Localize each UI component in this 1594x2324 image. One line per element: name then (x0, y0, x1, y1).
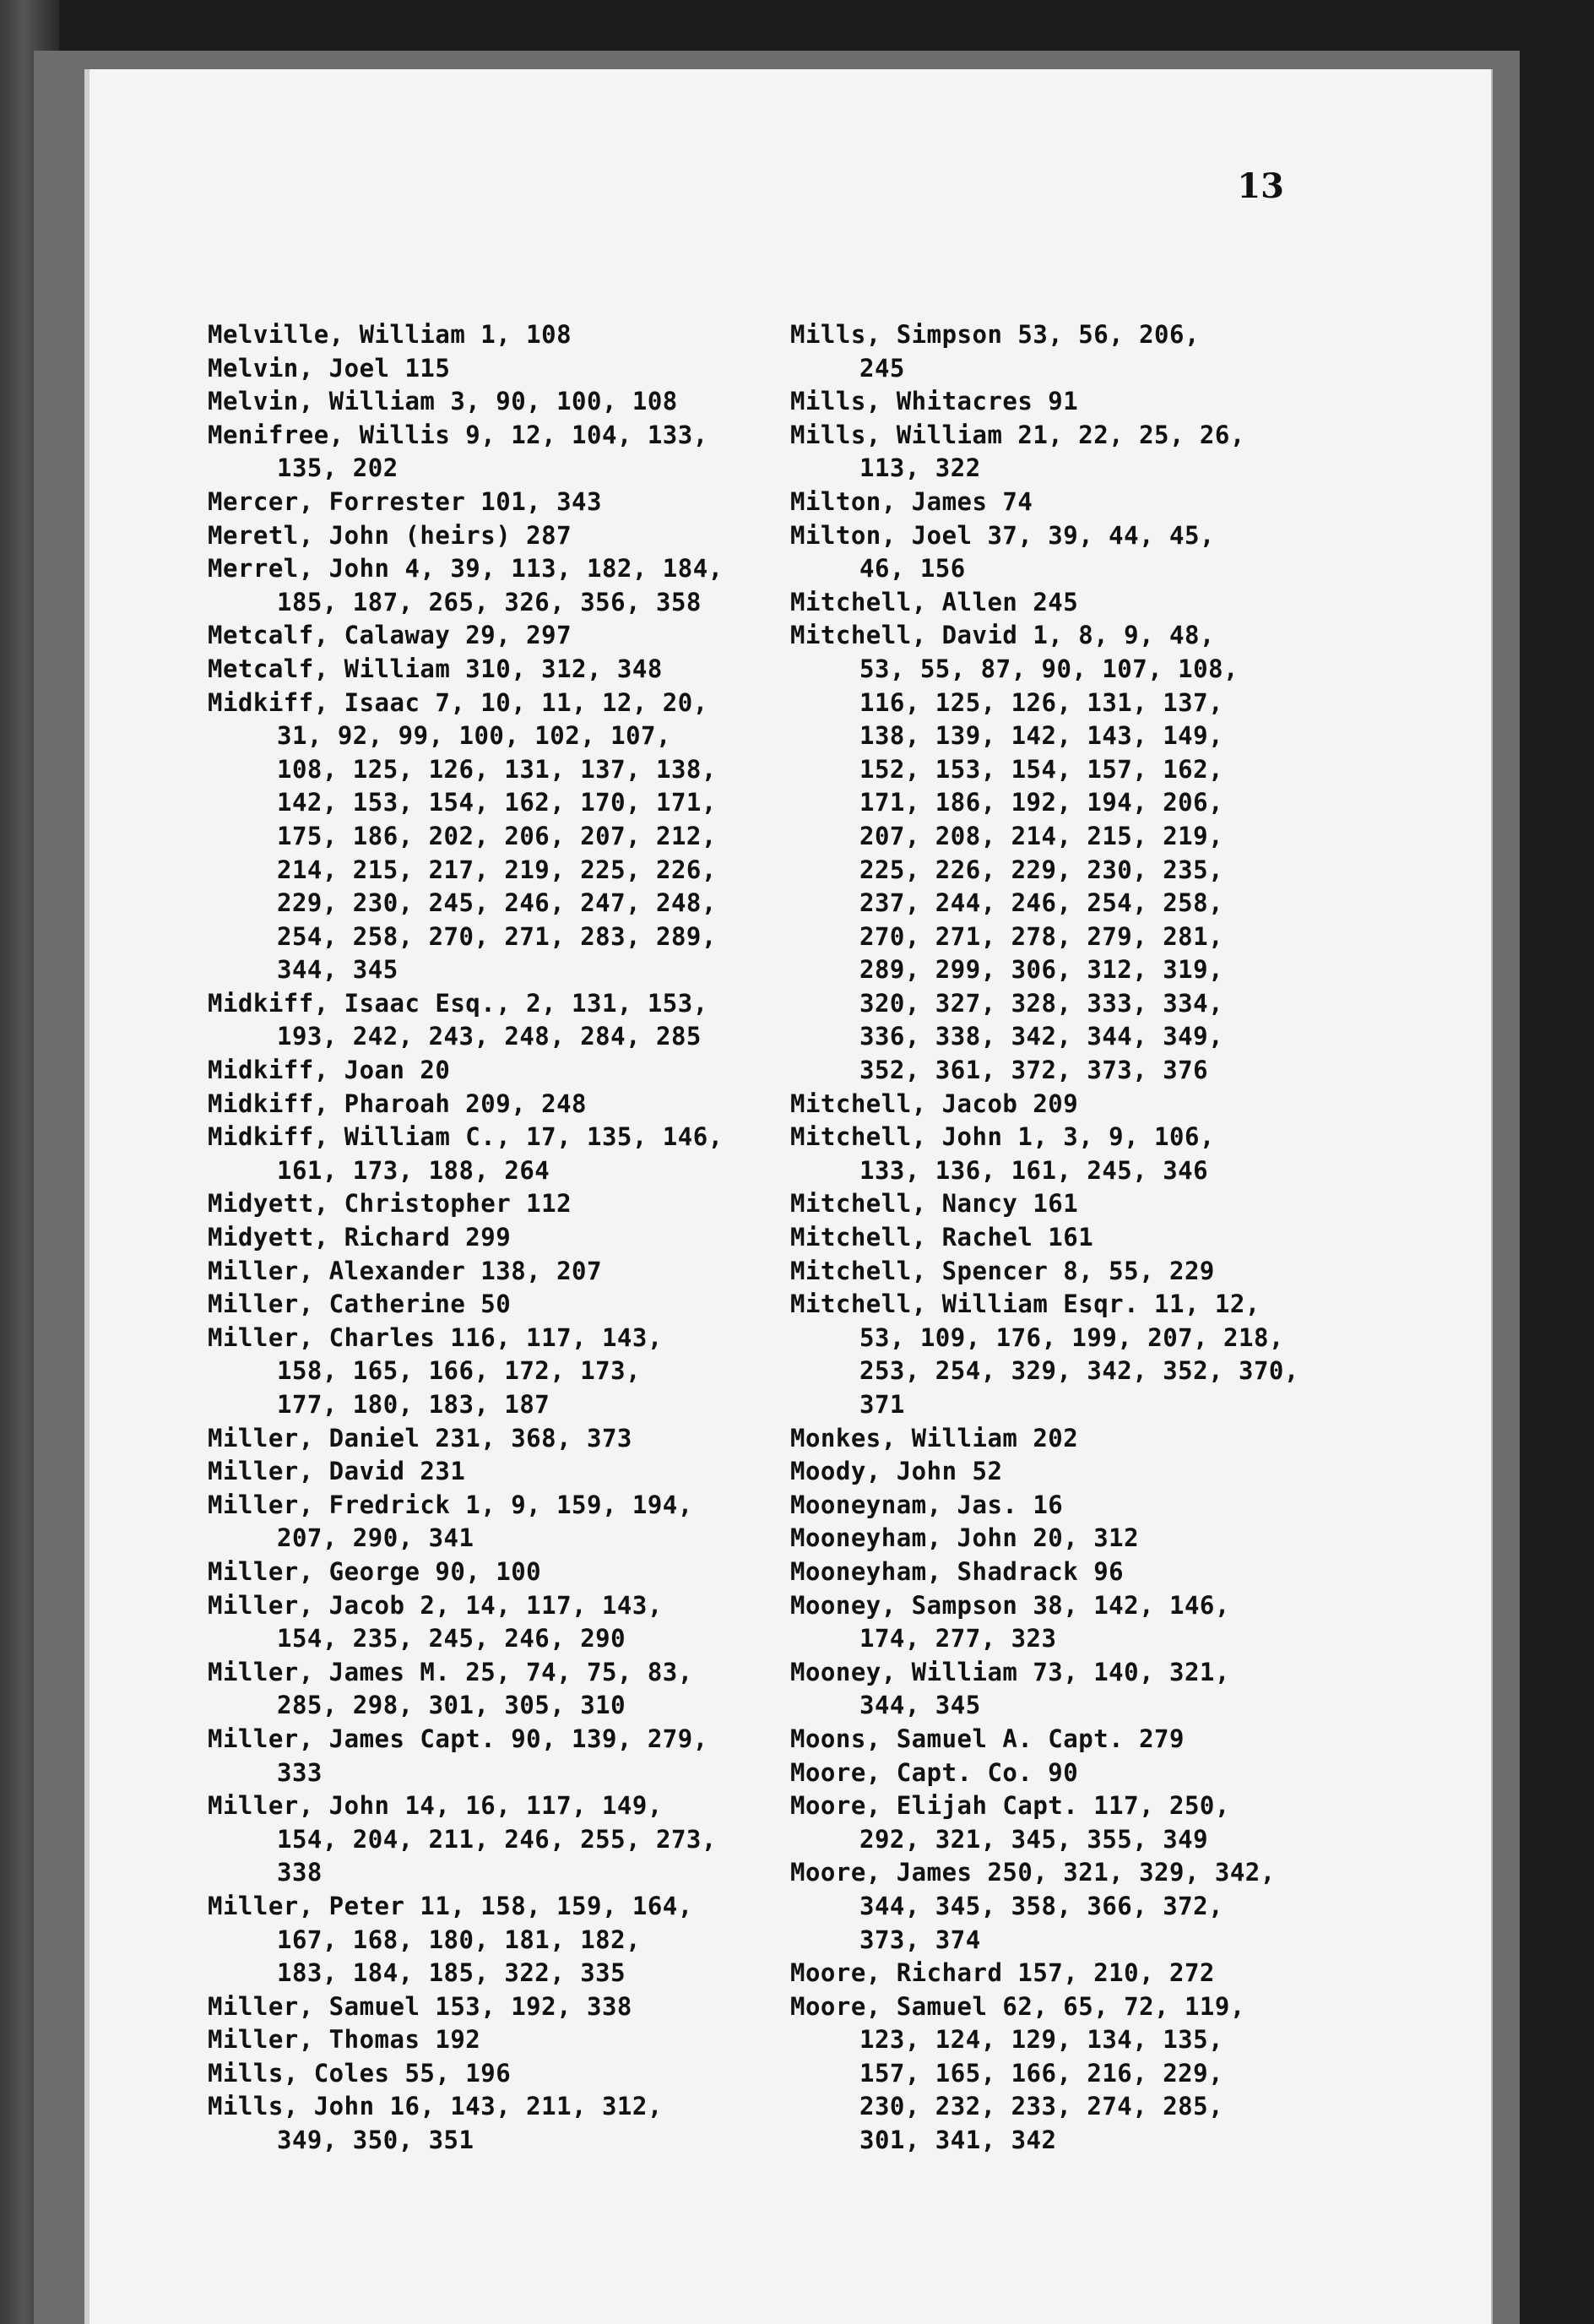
entry-heading-line: Mercer, Forrester 101, 343 (208, 486, 602, 516)
index-entry (208, 1656, 883, 1723)
entry-continuation-line: 245 (859, 353, 905, 383)
entry-continuation-line: 161, 173, 188, 264 (277, 1155, 550, 1185)
entry-continuation-line: 344, 345 (859, 1691, 981, 1720)
index-entry (790, 1522, 1449, 1556)
entry-heading-line: Mitchell, David 1, 8, 9, 48, (790, 621, 1215, 650)
entry-heading-line: Mills, Simpson 53, 56, 206, (790, 320, 1200, 349)
entry-continuation-line: 207, 290, 341 (277, 1523, 474, 1553)
index-entry (790, 1422, 1449, 1456)
index-entry (208, 1455, 883, 1489)
entry-heading-line: Mills, John 16, 143, 211, 312, (208, 2092, 663, 2121)
entry-heading-line: Moore, Capt. Co. 90 (790, 1757, 1079, 1787)
entry-continuation-line: 237, 244, 246, 254, 258, (859, 888, 1224, 918)
index-entry (208, 2057, 883, 2091)
entry-continuation-line: 167, 168, 180, 181, 182, (277, 1925, 642, 1954)
index-entry (790, 1723, 1449, 1757)
entry-heading-line: Miller, Thomas 192 (208, 2025, 481, 2055)
entry-heading-line: Miller, Jacob 2, 14, 117, 143, (208, 1590, 663, 1620)
entry-heading-line: Miller, James M. 25, 74, 75, 83, (208, 1657, 693, 1686)
entry-continuation-line: 31, 92, 99, 100, 102, 107, (277, 721, 671, 751)
entry-continuation-line: 185, 187, 265, 326, 356, 358 (277, 587, 702, 616)
entry-heading-line: Midyett, Christopher 112 (208, 1189, 572, 1219)
index-entry (208, 1088, 883, 1121)
entry-heading-line: Meretl, John (heirs) 287 (208, 520, 572, 550)
index-entry (790, 1455, 1449, 1489)
index-entry (208, 552, 883, 619)
index-entry (790, 1187, 1449, 1221)
entry-heading-line: Mitchell, William Esqr. 11, 12, (790, 1290, 1261, 1319)
index-entry (208, 2023, 883, 2057)
entry-heading-line: Mills, William 21, 22, 25, 26, (790, 420, 1245, 449)
entry-heading-line: Mills, Whitacres 91 (790, 387, 1079, 416)
entry-heading-line: Monkes, William 202 (790, 1423, 1079, 1452)
entry-heading-line: Miller, Catherine 50 (208, 1290, 512, 1319)
entry-continuation-line: 229, 230, 245, 246, 247, 248, (277, 888, 717, 918)
entry-continuation-line: 289, 299, 306, 312, 319, (859, 955, 1224, 985)
entry-continuation-line: 230, 232, 233, 274, 285, (859, 2092, 1224, 2121)
entry-continuation-line: 183, 184, 185, 322, 335 (277, 1958, 626, 1988)
index-entry (790, 1757, 1449, 1790)
entry-continuation-line: 174, 277, 323 (859, 1624, 1057, 1653)
entry-heading-line: Miller, Charles 116, 117, 143, (208, 1322, 663, 1352)
index-page (84, 69, 1491, 2324)
entry-continuation-line: 344, 345 (277, 955, 398, 985)
entry-heading-line: Mooney, William 73, 140, 321, (790, 1657, 1230, 1686)
entry-heading-line: Miller, David 231 (208, 1457, 466, 1486)
entry-heading-line: Mooneyham, Shadrack 96 (790, 1556, 1125, 1586)
entry-continuation-line: 333 (277, 1757, 323, 1787)
entry-continuation-line: 336, 338, 342, 344, 349, (859, 1022, 1224, 1051)
index-entry (790, 586, 1449, 620)
entry-continuation-line: 207, 208, 214, 215, 219, (859, 821, 1224, 850)
entry-continuation-line: 349, 350, 351 (277, 2126, 474, 2155)
entry-continuation-line: 113, 322 (859, 453, 981, 483)
entry-continuation-line: 301, 341, 342 (859, 2126, 1057, 2155)
entry-heading-line: Midkiff, Joan 20 (208, 1056, 451, 1085)
index-entry (208, 619, 883, 653)
entry-continuation-line: 158, 165, 166, 172, 173, (277, 1356, 642, 1386)
index-entry (208, 1890, 883, 1990)
index-entry (208, 1489, 883, 1556)
entry-continuation-line: 352, 361, 372, 373, 376 (859, 1056, 1209, 1085)
index-entry (208, 1723, 883, 1789)
index-entry (790, 1589, 1449, 1656)
entry-continuation-line: 320, 327, 328, 333, 334, (859, 988, 1224, 1018)
entry-heading-line: Merrel, John 4, 39, 113, 182, 184, (208, 554, 724, 584)
entry-continuation-line: 142, 153, 154, 162, 170, 171, (277, 788, 717, 817)
index-entry (208, 1556, 883, 1589)
entry-continuation-line: 133, 136, 161, 245, 346 (859, 1155, 1209, 1185)
index-column-right (790, 318, 1449, 2158)
index-entry (208, 653, 883, 687)
index-entry (790, 1255, 1449, 1289)
index-column-left (208, 318, 883, 2158)
entry-continuation-line: 371 (859, 1390, 905, 1419)
entry-continuation-line: 253, 254, 329, 342, 352, 370, (859, 1356, 1299, 1386)
index-entry (208, 2090, 883, 2157)
entry-heading-line: Metcalf, William 310, 312, 348 (208, 654, 663, 683)
entry-continuation-line: 138, 139, 142, 143, 149, (859, 721, 1224, 751)
entry-heading-line: Miller, James Capt. 90, 139, 279, (208, 1724, 708, 1753)
entry-heading-line: Mitchell, Rachel 161 (790, 1223, 1094, 1252)
entry-heading-line: Miller, Alexander 138, 207 (208, 1256, 602, 1285)
entry-heading-line: Midkiff, Isaac 7, 10, 11, 12, 20, (208, 687, 708, 717)
index-entry (208, 385, 883, 419)
entry-heading-line: Midkiff, William C., 17, 135, 146, (208, 1122, 724, 1152)
entry-continuation-line: 285, 298, 301, 305, 310 (277, 1691, 626, 1720)
index-entry (790, 1957, 1449, 1990)
entry-heading-line: Melville, William 1, 108 (208, 320, 572, 349)
index-entry (208, 318, 883, 352)
entry-heading-line: Miller, Fredrick 1, 9, 159, 194, (208, 1490, 693, 1519)
index-entry (208, 1187, 883, 1221)
entry-heading-line: Milton, Joel 37, 39, 44, 45, (790, 520, 1215, 550)
index-entry (208, 1589, 883, 1656)
index-entry (208, 1789, 883, 1890)
entry-heading-line: Moore, James 250, 321, 329, 342, (790, 1858, 1276, 1887)
entry-continuation-line: 154, 204, 211, 246, 255, 273, (277, 1824, 717, 1854)
page-number: 13 (1237, 166, 1284, 206)
index-entry (790, 1856, 1449, 1957)
entry-heading-line: Midkiff, Isaac Esq., 2, 131, 153, (208, 988, 708, 1018)
entry-heading-line: Menifree, Willis 9, 12, 104, 133, (208, 420, 708, 449)
index-entry (208, 1990, 883, 2024)
index-entry (790, 1556, 1449, 1589)
entry-continuation-line: 177, 180, 183, 187 (277, 1390, 550, 1419)
index-entry (790, 519, 1449, 586)
entry-continuation-line: 123, 124, 129, 134, 135, (859, 2025, 1224, 2055)
index-entry (208, 1221, 883, 1255)
entry-heading-line: Moons, Samuel A. Capt. 279 (790, 1724, 1185, 1753)
index-entry (208, 519, 883, 553)
entry-heading-line: Miller, George 90, 100 (208, 1556, 542, 1586)
entry-heading-line: Mitchell, Spencer 8, 55, 229 (790, 1256, 1215, 1285)
entry-heading-line: Mitchell, Allen 245 (790, 587, 1079, 616)
entry-continuation-line: 225, 226, 229, 230, 235, (859, 855, 1224, 884)
index-entry (790, 419, 1449, 486)
entry-continuation-line: 344, 345, 358, 366, 372, (859, 1891, 1224, 1920)
index-entry (208, 1422, 883, 1456)
index-entry (208, 352, 883, 386)
entry-continuation-line: 270, 271, 278, 279, 281, (859, 921, 1224, 951)
entry-heading-line: Mitchell, John 1, 3, 9, 106, (790, 1122, 1215, 1152)
index-entry (208, 1255, 883, 1289)
entry-heading-line: Miller, Samuel 153, 192, 338 (208, 1991, 632, 2021)
index-entry (790, 1489, 1449, 1523)
entry-continuation-line: 175, 186, 202, 206, 207, 212, (277, 821, 717, 850)
entry-continuation-line: 157, 165, 166, 216, 229, (859, 2058, 1224, 2088)
entry-heading-line: Moore, Elijah Capt. 117, 250, (790, 1791, 1230, 1821)
entry-heading-line: Melvin, William 3, 90, 100, 108 (208, 387, 678, 416)
index-entry (208, 987, 883, 1054)
entry-heading-line: Melvin, Joel 115 (208, 353, 451, 383)
index-entry (790, 1656, 1449, 1723)
entry-continuation-line: 53, 55, 87, 90, 107, 108, (859, 654, 1239, 683)
index-entry (790, 1088, 1449, 1121)
entry-heading-line: Milton, James 74 (790, 486, 1033, 516)
entry-continuation-line: 292, 321, 345, 355, 349 (859, 1824, 1209, 1854)
entry-heading-line: Mitchell, Nancy 161 (790, 1189, 1079, 1219)
entry-heading-line: Moore, Samuel 62, 65, 72, 119, (790, 1991, 1245, 2021)
entry-heading-line: Mooneynam, Jas. 16 (790, 1490, 1064, 1519)
entry-continuation-line: 135, 202 (277, 453, 398, 483)
entry-continuation-line: 152, 153, 154, 157, 162, (859, 754, 1224, 784)
index-entry (790, 1990, 1449, 2158)
index-entry (790, 619, 1449, 1087)
entry-heading-line: Mooney, Sampson 38, 142, 146, (790, 1590, 1230, 1620)
entry-continuation-line: 116, 125, 126, 131, 137, (859, 687, 1224, 717)
entry-heading-line: Miller, Peter 11, 158, 159, 164, (208, 1891, 693, 1920)
index-entry (208, 419, 883, 486)
entry-continuation-line: 171, 186, 192, 194, 206, (859, 788, 1224, 817)
entry-continuation-line: 373, 374 (859, 1925, 981, 1954)
index-entry (208, 1322, 883, 1422)
entry-heading-line: Mooneyham, John 20, 312 (790, 1523, 1140, 1553)
index-entry (208, 486, 883, 519)
index-entry (208, 687, 883, 987)
entry-continuation-line: 254, 258, 270, 271, 283, 289, (277, 921, 717, 951)
index-entry (208, 1288, 883, 1322)
index-entry (208, 1121, 883, 1187)
index-entry (790, 385, 1449, 419)
entry-heading-line: Midyett, Richard 299 (208, 1223, 512, 1252)
index-entry (790, 318, 1449, 385)
entry-continuation-line: 214, 215, 217, 219, 225, 226, (277, 855, 717, 884)
entry-heading-line: Mills, Coles 55, 196 (208, 2058, 512, 2088)
index-entry (790, 1288, 1449, 1421)
index-entry (790, 1121, 1449, 1187)
entry-continuation-line: 154, 235, 245, 246, 290 (277, 1624, 626, 1653)
entry-continuation-line: 108, 125, 126, 131, 137, 138, (277, 754, 717, 784)
index-entry (208, 1054, 883, 1088)
entry-continuation-line: 53, 109, 176, 199, 207, 218, (859, 1322, 1284, 1352)
entry-heading-line: Metcalf, Calaway 29, 297 (208, 621, 572, 650)
entry-heading-line: Miller, John 14, 16, 117, 149, (208, 1791, 663, 1821)
entry-heading-line: Moore, Richard 157, 210, 272 (790, 1958, 1215, 1988)
entry-continuation-line: 193, 242, 243, 248, 284, 285 (277, 1022, 702, 1051)
entry-heading-line: Miller, Daniel 231, 368, 373 (208, 1423, 632, 1452)
index-entry (790, 1789, 1449, 1856)
entry-continuation-line: 46, 156 (859, 554, 966, 584)
entry-heading-line: Mitchell, Jacob 209 (790, 1089, 1079, 1118)
entry-heading-line: Moody, John 52 (790, 1457, 1003, 1486)
entry-heading-line: Midkiff, Pharoah 209, 248 (208, 1089, 587, 1118)
index-entry (790, 486, 1449, 519)
index-entry (790, 1221, 1449, 1255)
entry-continuation-line: 338 (277, 1858, 323, 1887)
